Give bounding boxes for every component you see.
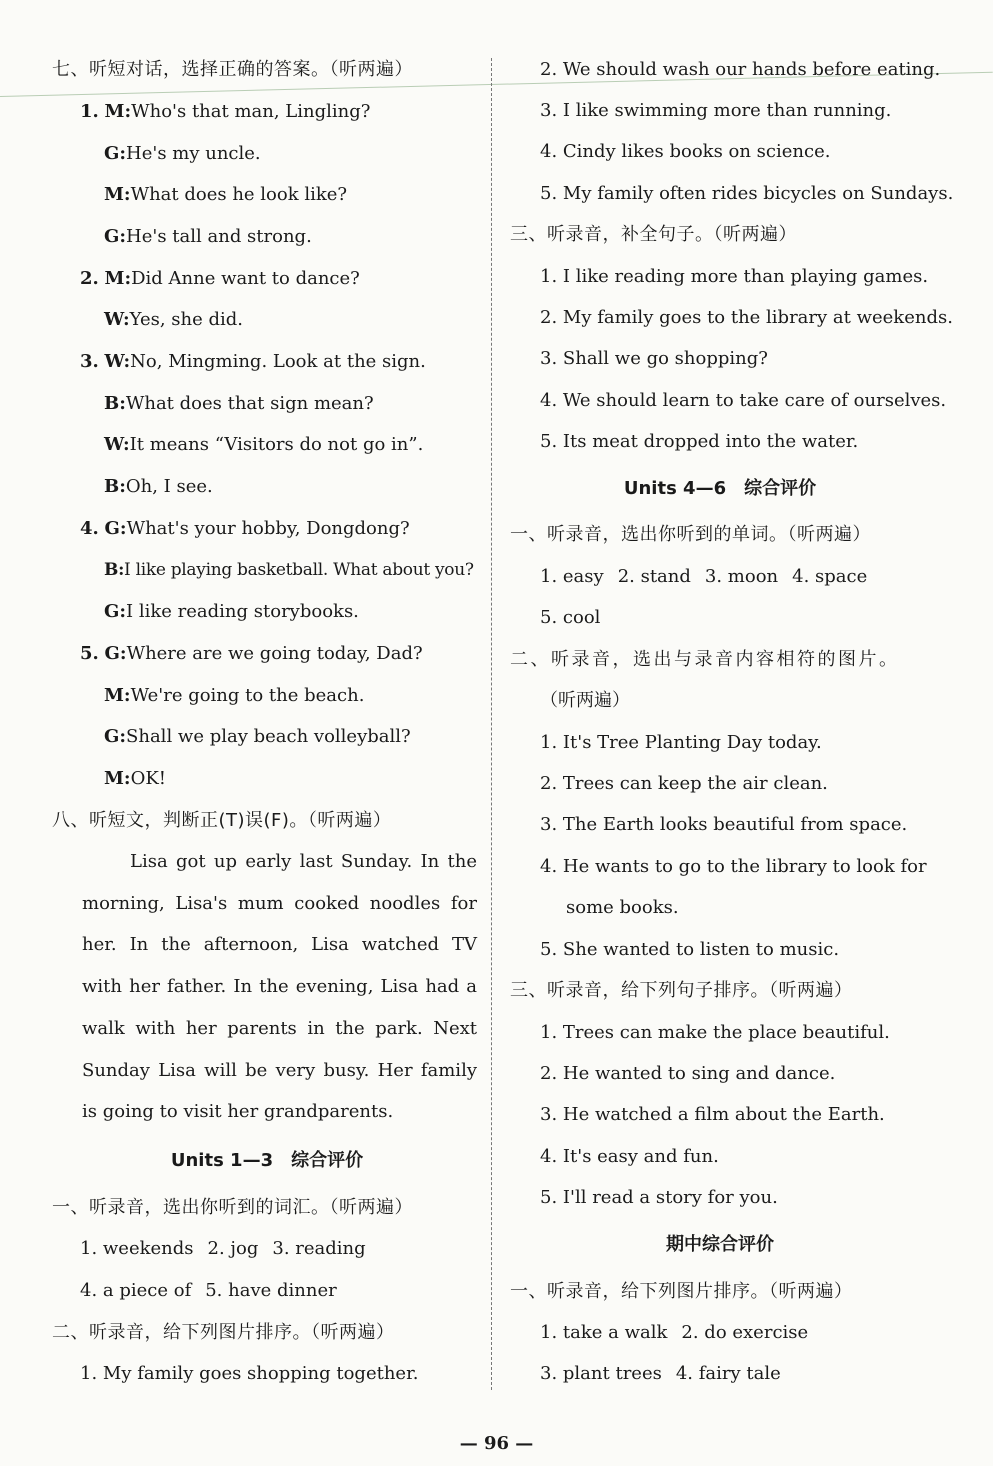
mid-section-1-row-1: 1. take a walk 2. do exercise (540, 1322, 809, 1343)
dialogue-1-line-4: G:He's tall and strong. (104, 226, 312, 247)
u46-section-3-item-2: 2. He wanted to sing and dance. (540, 1063, 836, 1084)
u13-section-1-row-2: 4. a piece of 5. have dinner (80, 1280, 337, 1301)
u46-section-3-item-4: 4. It's easy and fun. (540, 1146, 719, 1167)
dialogue-3-line-3: W:It means “Visitors do not go in”. (104, 434, 424, 455)
units-4-6-title: Units 4—6 综合评价 (623, 478, 817, 499)
u13-section-1-row-1: 1. weekends 2. jog 3. reading (80, 1238, 366, 1259)
u13-section-2-title: 二、听录音，给下列图片排序。（听两遍） (52, 1322, 395, 1343)
mid-section-1-title: 一、听录音，给下列图片排序。（听两遍） (510, 1281, 853, 1302)
dialogue-2-line-1: 2. M:Did Anne want to dance? (80, 268, 360, 289)
u13-section-3-item-4: 4. We should learn to take care of ourselves. (540, 390, 947, 411)
dialogue-3-line-4: B:Oh, I see. (104, 476, 213, 497)
mid-section-1-row-2: 3. plant trees 4. fairy tale (540, 1363, 781, 1384)
dialogue-1-line-1: 1. M:Who's that man, Lingling? (80, 101, 371, 122)
dialogue-4-line-1: 4. G:What's your hobby, Dongdong? (80, 518, 410, 539)
u46-section-1-row-1: 1. easy 2. stand 3. moon 4. space (540, 566, 868, 587)
u46-section-2-item-2: 2. Trees can keep the air clean. (540, 773, 828, 794)
dialogue-4-line-3: G:I like reading storybooks. (104, 601, 359, 622)
u46-section-2-title-cont: （听两遍） (540, 690, 630, 711)
u13-section-3-title: 三、听录音，补全句子。（听两遍） (510, 224, 797, 245)
u13-section-2-item-2: 2. We should wash our hands before eating. (540, 59, 941, 80)
dialogue-5-line-2: M:We're going to the beach. (104, 685, 365, 706)
u46-section-2-title: 二、听录音，选出与录音内容相符的图片。 (510, 649, 900, 670)
u46-section-2-item-5: 5. She wanted to listen to music. (540, 939, 840, 960)
u13-section-2-item-3: 3. I like swimming more than running. (540, 100, 892, 121)
u46-section-1-title: 一、听录音，选出你听到的单词。（听两遍） (510, 524, 871, 545)
dialogue-3-line-1: 3. W:No, Mingming. Look at the sign. (80, 351, 426, 372)
u46-section-2-item-1: 1. It's Tree Planting Day today. (540, 732, 822, 753)
midterm-title: 期中综合评价 (666, 1234, 774, 1255)
u13-section-3-item-5: 5. Its meat dropped into the water. (540, 431, 859, 452)
dialogue-4-line-2: B:I like playing basketball. What about you? (104, 560, 474, 580)
listening-passage: Lisa got up early last Sunday. In the morning, Lisa's mum cooked noodles for her. In the afternoon, Lisa watched TV with her father. In the evening, Lisa had a walk with her parents in the park. Next Sunday Lisa will be very busy. Her family is going to visit her grandparents. (82, 851, 477, 1123)
u13-section-1-title: 一、听录音，选出你听到的词汇。（听两遍） (52, 1197, 413, 1218)
section-7-title: 七、听短对话，选择正确的答案。（听两遍） (52, 59, 413, 80)
dialogue-1-line-3: M:What does he look like? (104, 184, 348, 205)
u13-section-3-item-1: 1. I like reading more than playing games. (540, 266, 929, 287)
dialogue-3-line-2: B:What does that sign mean? (104, 393, 374, 414)
u46-section-3-item-3: 3. He watched a film about the Earth. (540, 1104, 885, 1125)
dialogue-5-line-4: M:OK! (104, 768, 167, 789)
u46-section-2-item-4: 4. He wants to go to the library to look for (540, 856, 927, 877)
page-number: — 96 — (459, 1433, 534, 1454)
u13-section-2-item-5: 5. My family often rides bicycles on Sundays. (540, 183, 954, 204)
u13-section-2-item-1: 1. My family goes shopping together. (80, 1363, 419, 1384)
column-divider (491, 58, 492, 1390)
section-8-title: 八、听短文，判断正(T)误(F)。（听两遍） (52, 810, 392, 831)
u13-section-2-item-4: 4. Cindy likes books on science. (540, 141, 831, 162)
u13-section-3-item-2: 2. My family goes to the library at weekends. (540, 307, 953, 328)
u46-section-3-item-1: 1. Trees can make the place beautiful. (540, 1022, 890, 1043)
u46-section-3-item-5: 5. I'll read a story for you. (540, 1187, 778, 1208)
dialogue-5-line-1: 5. G:Where are we going today, Dad? (80, 643, 423, 664)
u46-section-1-row-2: 5. cool (540, 607, 601, 628)
u46-section-2-item-4-cont: some books. (566, 897, 679, 918)
u13-section-3-item-3: 3. Shall we go shopping? (540, 348, 768, 369)
units-1-3-title: Units 1—3 综合评价 (170, 1150, 364, 1171)
u46-section-3-title: 三、听录音，给下列句子排序。（听两遍） (510, 980, 853, 1001)
dialogue-2-line-2: W:Yes, she did. (104, 309, 244, 330)
u46-section-2-item-3: 3. The Earth looks beautiful from space. (540, 814, 908, 835)
dialogue-5-line-3: G:Shall we play beach volleyball? (104, 726, 411, 747)
dialogue-1-line-2: G:He's my uncle. (104, 143, 261, 164)
